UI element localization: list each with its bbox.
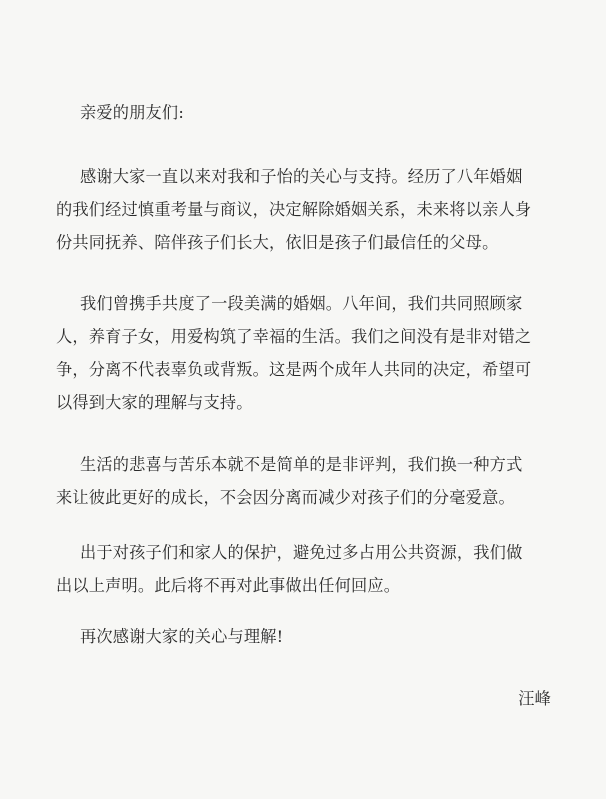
- paragraph-line: 出以上声明。此后将不再对此事做出任何回应。: [56, 576, 401, 595]
- greeting-line: 亲爱的朋友们:: [80, 103, 184, 122]
- paragraph-4: [56, 536, 540, 602]
- letter-greeting: [80, 96, 540, 129]
- paragraph-2: [56, 287, 540, 419]
- paragraph-line: 的我们经过慎重考量与商议，决定解除婚姻关系，未来将以亲人身: [56, 200, 532, 219]
- paragraph-line: 我们曾携手共度了一段美满的婚姻。八年间，我们共同照顾家: [80, 294, 523, 313]
- paragraph-line: 份共同抚养、陪伴孩子们长大，依旧是孩子们最信任的父母。: [56, 233, 499, 252]
- paragraph-line: 再次感谢大家的关心与理解!: [80, 627, 284, 646]
- paragraph-3: [56, 448, 540, 514]
- paragraph-line: 出于对孩子们和家人的保护，避免过多占用公共资源，我们做: [80, 543, 523, 562]
- letter-signature: 汪峰: [518, 689, 551, 708]
- paragraph-line: 感谢大家一直以来对我和子怡的关心与支持。经历了八年婚姻: [80, 167, 523, 186]
- paragraph-line: 来让彼此更好的成长，不会因分离而减少对孩子们的分毫爱意。: [56, 488, 515, 507]
- paragraph-line: 以得到大家的理解与支持。: [56, 393, 253, 412]
- paragraph-line: 人，养育子女，用爱构筑了幸福的生活。我们之间没有是非对错之: [56, 327, 532, 346]
- paragraph-5: [80, 620, 540, 653]
- paragraph-1: [56, 160, 540, 259]
- paragraph-line: 争，分离不代表辜负或背叛。这是两个成年人共同的决定，希望可: [56, 360, 532, 379]
- paragraph-line: 生活的悲喜与苦乐本就不是简单的是非评判，我们换一种方式: [80, 455, 523, 474]
